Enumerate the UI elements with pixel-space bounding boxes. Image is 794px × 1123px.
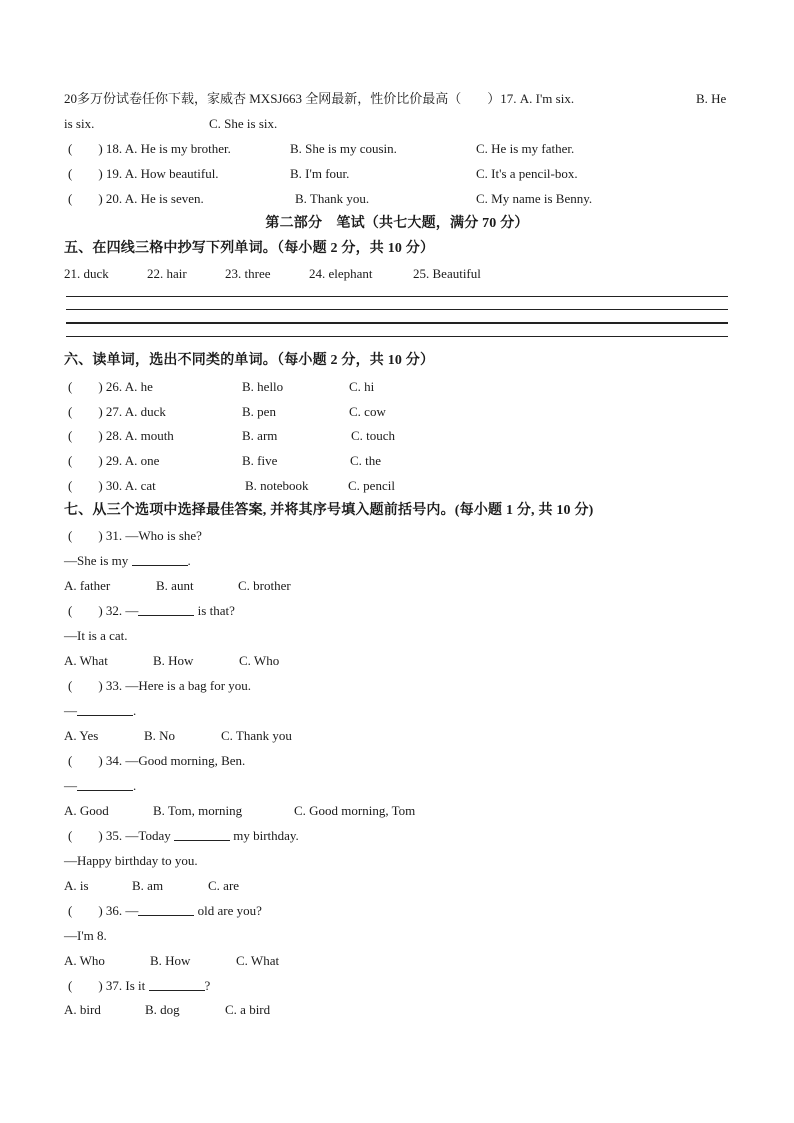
question-19-option-c: C. It's a pencil-box. [476, 166, 578, 181]
q36-text [68, 901, 262, 921]
question-17-text: 20多万份试卷任你下载，家威杏 MXSJ663 全网最新，性价比价最高（ ）17. A. I'm six. [64, 91, 575, 106]
q33-text: ( ) 33. —Here is a bag for you. [68, 678, 252, 693]
word-22: 22. hair [147, 266, 187, 281]
question-34-prompt [64, 751, 730, 771]
question-32-options [64, 651, 730, 671]
section-6-title: 六、读单词，选出不同类的单词。（每小题 2 分，共 10 分） [64, 353, 435, 368]
q31-response-post: . [187, 553, 191, 568]
section-5-words [64, 264, 730, 284]
q34-option-c: C. Good morning, Tom [294, 803, 416, 818]
question-20-option-a: ( ) 20. A. He is seven. [68, 191, 204, 206]
question-20-option-b: B. Thank you. [295, 191, 370, 206]
q32-option-a: A. What [64, 653, 108, 668]
question-31-response [64, 551, 730, 571]
question-26-option-a: ( ) 26. A. he [68, 379, 153, 394]
question-17-option-b-cont: is six. [64, 116, 95, 131]
answer-blank[interactable] [174, 826, 230, 841]
question-17-option-c: C. She is six. [209, 116, 278, 131]
question-35-options [64, 876, 730, 896]
question-28-option-c: C. touch [351, 428, 396, 443]
question-30-line [64, 476, 730, 496]
q35-option-b: B. am [132, 878, 164, 893]
word-23: 23. three [225, 266, 271, 281]
question-29-option-a: ( ) 29. A. one [68, 453, 160, 468]
question-35-prompt [64, 826, 730, 846]
q35-pre: ( ) 35. —Today [68, 828, 171, 843]
q34-option-a: A. Good [64, 803, 109, 818]
q34-response-text [64, 776, 136, 796]
question-18-option-a: ( ) 18. A. He is my brother. [68, 141, 231, 156]
question-19-option-b: B. I'm four. [290, 166, 350, 181]
question-29-line [64, 451, 730, 471]
question-37-prompt [64, 976, 730, 996]
section-7-title: 七、从三个选项中选择最佳答案, 并将其序号填入题前括号内。(每小题 1 分, 共 10 分) [64, 503, 594, 518]
q37-pre: ( ) 37. Is it [68, 978, 146, 993]
question-33-prompt [64, 676, 730, 696]
question-31-prompt [64, 526, 730, 546]
question-32-prompt [64, 601, 730, 621]
answer-blank[interactable] [132, 551, 188, 566]
question-35-response [64, 851, 730, 871]
q32-option-b: B. How [153, 653, 194, 668]
question-30-option-b: B. notebook [245, 478, 309, 493]
question-20-line [64, 189, 730, 209]
q34-option-b: B. Tom, morning [153, 803, 243, 818]
answer-blank[interactable] [77, 776, 133, 791]
q35-response: —Happy birthday to you. [64, 853, 198, 868]
question-27-option-c: C. cow [349, 404, 386, 419]
q35-text [68, 826, 299, 846]
q32-option-c: C. Who [239, 653, 280, 668]
question-26-line [64, 377, 730, 397]
answer-blank[interactable] [138, 601, 194, 616]
q31-option-b: B. aunt [156, 578, 194, 593]
question-32-text [68, 601, 235, 621]
question-31-response-text [64, 551, 191, 571]
question-33-response [64, 701, 730, 721]
q33-response-post: . [133, 703, 137, 718]
q36-response: —I'm 8. [64, 928, 107, 943]
q37-post: ? [204, 978, 211, 993]
q34-text: ( ) 34. —Good morning, Ben. [68, 753, 246, 768]
answer-blank[interactable] [149, 976, 205, 991]
question-32-response [64, 626, 730, 646]
q37-option-b: B. dog [145, 1002, 180, 1017]
q33-option-c: C. Thank you [221, 728, 292, 743]
question-26-option-b: B. hello [242, 379, 284, 394]
question-18-option-b: B. She is my cousin. [290, 141, 397, 156]
question-31-options [64, 576, 730, 596]
question-19-line [64, 164, 730, 184]
q36-option-c: C. What [236, 953, 280, 968]
q33-option-a: A. Yes [64, 728, 99, 743]
question-17-line-2 [64, 114, 730, 134]
question-31-text: ( ) 31. —Who is she? [68, 528, 202, 543]
q37-option-c: C. a bird [225, 1002, 271, 1017]
q36-option-b: B. How [150, 953, 191, 968]
question-19-option-a: ( ) 19. A. How beautiful. [68, 166, 219, 181]
four-line-writing-area[interactable] [66, 296, 728, 338]
q36-option-a: A. Who [64, 953, 105, 968]
q31-option-c: C. brother [238, 578, 291, 593]
question-27-option-a: ( ) 27. A. duck [68, 404, 166, 419]
question-17-line [64, 89, 730, 109]
question-18-option-c: C. He is my father. [476, 141, 575, 156]
answer-blank[interactable] [138, 901, 194, 916]
question-27-line [64, 402, 730, 422]
question-37-options [64, 1000, 730, 1020]
q34-response-pre: — [64, 778, 77, 793]
q31-response-pre: —She is my [64, 553, 129, 568]
question-20-option-c: C. My name is Benny. [476, 191, 593, 206]
question-34-response [64, 776, 730, 796]
part-two-title: 第二部分 笔试（共七大题，满分 70 分） [265, 216, 529, 231]
q32-pre: ( ) 32. — [68, 603, 139, 618]
q36-pre: ( ) 36. — [68, 903, 139, 918]
q34-response-post: . [133, 778, 137, 793]
question-29-option-c: C. the [350, 453, 382, 468]
question-30-option-a: ( ) 30. A. cat [68, 478, 156, 493]
q35-option-a: A. is [64, 878, 89, 893]
question-33-options [64, 726, 730, 746]
q32-post: is that? [197, 603, 235, 618]
q35-post: my birthday. [233, 828, 299, 843]
question-28-line [64, 426, 730, 446]
word-25: 25. Beautiful [413, 266, 481, 281]
q35-option-c: C. are [208, 878, 240, 893]
q33-option-b: B. No [144, 728, 176, 743]
q37-option-a: A. bird [64, 1002, 101, 1017]
question-17-option-b: B. He [696, 91, 727, 106]
q36-post: old are you? [197, 903, 262, 918]
question-18-line [64, 139, 730, 159]
question-29-option-b: B. five [242, 453, 278, 468]
word-21: 21. duck [64, 266, 109, 281]
q37-text [68, 976, 210, 996]
q31-option-a: A. father [64, 578, 111, 593]
question-30-option-c: C. pencil [348, 478, 395, 493]
q32-response: —It is a cat. [64, 628, 128, 643]
question-36-response [64, 926, 730, 946]
q33-response-text [64, 701, 136, 721]
q33-response-pre: — [64, 703, 77, 718]
question-28-option-a: ( ) 28. A. mouth [68, 428, 174, 443]
question-27-option-b: B. pen [242, 404, 276, 419]
question-34-options [64, 801, 730, 821]
question-28-option-b: B. arm [242, 428, 278, 443]
question-36-options [64, 951, 730, 971]
question-36-prompt [64, 901, 730, 921]
section-5-title: 五、在四线三格中抄写下列单词。（每小题 2 分，共 10 分） [64, 241, 435, 256]
question-26-option-c: C. hi [349, 379, 375, 394]
word-24: 24. elephant [309, 266, 373, 281]
answer-blank[interactable] [77, 701, 133, 716]
